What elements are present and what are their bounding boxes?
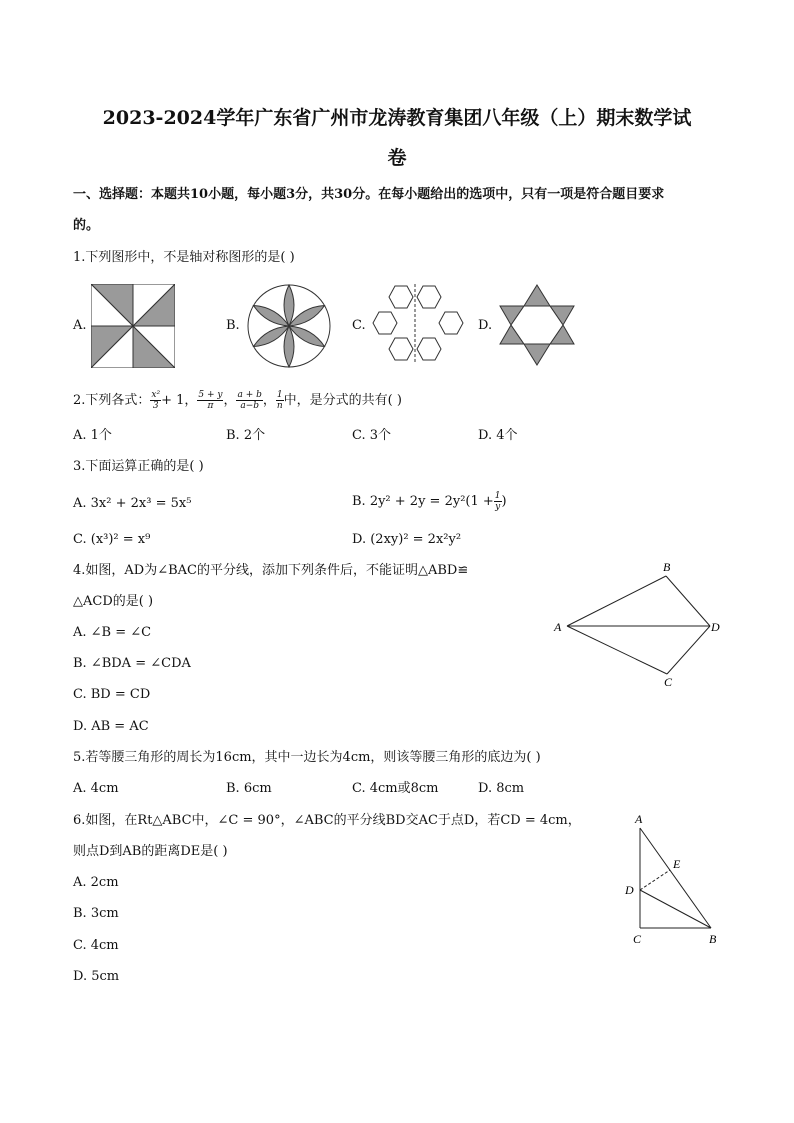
frac-num: a + b: [237, 390, 262, 400]
q2-plus-one: + 1，: [161, 393, 198, 408]
q1-option-a[interactable]: A.: [73, 318, 87, 333]
label-d: D: [711, 620, 720, 634]
frac-den: π: [207, 401, 214, 411]
frac-den: 3: [152, 401, 159, 411]
frac-den: a−b: [240, 401, 260, 411]
q4-option-a[interactable]: A. ∠B = ∠C: [73, 625, 152, 640]
q2-sep: ，: [262, 393, 276, 408]
label-b: B: [709, 932, 717, 946]
q1-option-b[interactable]: B.: [226, 318, 240, 333]
label-a: A: [635, 812, 643, 826]
frac-num: 1: [494, 491, 501, 501]
q4-option-b[interactable]: B. ∠BDA = ∠CDA: [73, 656, 191, 671]
label-d: D: [625, 883, 634, 897]
frac-num: x²: [151, 390, 161, 400]
frac-num: 1: [276, 390, 283, 400]
q2-option-a[interactable]: A. 1个: [73, 428, 112, 443]
q5-option-a[interactable]: A. 4cm: [73, 781, 119, 796]
label-c: C: [633, 932, 642, 946]
q3-option-b-text: B. 2y² + 2y = 2y²(1 +: [352, 494, 494, 509]
section-heading-cont: 的。: [73, 218, 100, 233]
q4-stem-cont: △ACD的是( ): [73, 594, 154, 609]
hexagons-figure: [371, 284, 465, 364]
q2-option-b[interactable]: B. 2个: [226, 428, 266, 443]
q5-option-d[interactable]: D. 8cm: [478, 781, 525, 796]
q3-option-a[interactable]: A. 3x² + 2x³ = 5x⁵: [73, 496, 192, 511]
page-title: 2023-2024学年广东省广州市龙涛教育集团八年级（上）期末数学试: [102, 107, 692, 129]
frac-den: n: [276, 401, 283, 411]
q6-option-a[interactable]: A. 2cm: [73, 875, 119, 890]
right-triangle-figure: [620, 810, 725, 950]
q2-prefix: 2.下列各式：: [73, 393, 151, 408]
q2-stem: [73, 388, 402, 414]
q4-option-d[interactable]: D. AB = AC: [73, 719, 149, 734]
star-of-david-figure: [498, 284, 576, 366]
fraction-ab-over-a-minus-b: [236, 390, 262, 411]
label-c: C: [664, 675, 673, 689]
frac-num: 5 + y: [198, 390, 223, 400]
q5-option-c[interactable]: C. 4cm或8cm: [352, 781, 439, 796]
q5-stem: 5.若等腰三角形的周长为16cm，其中一边长为4cm，则该等腰三角形的底边为( ): [73, 750, 541, 765]
q3-option-b[interactable]: [352, 489, 507, 515]
q1-option-d[interactable]: D.: [478, 318, 493, 333]
q3-option-d[interactable]: D. (2xy)² = 2x²y²: [352, 532, 462, 547]
q2-sep: ，: [223, 393, 237, 408]
label-e: E: [673, 857, 681, 871]
q6-option-b[interactable]: B. 3cm: [73, 906, 119, 921]
section-heading: 一、选择题：本题共10小题，每小题3分，共30分。在每小题给出的选项中，只有一项是符合题目要求: [73, 187, 665, 202]
q4-option-c[interactable]: C. BD = CD: [73, 687, 151, 702]
q2-option-c[interactable]: C. 3个: [352, 428, 392, 443]
flower-circle-figure: [246, 283, 332, 369]
q1-option-c[interactable]: C.: [352, 318, 366, 333]
q2-suffix: 中，是分式的共有( ): [283, 393, 402, 408]
fraction-1-over-n: [276, 390, 284, 411]
pinwheel-figure: [91, 284, 175, 368]
q5-option-b[interactable]: B. 6cm: [226, 781, 272, 796]
frac-den: y: [495, 502, 501, 512]
q6-option-c[interactable]: C. 4cm: [73, 938, 119, 953]
kite-triangle-figure: [550, 558, 730, 690]
q3-option-b-close: ): [501, 494, 507, 509]
q4-stem: 4.如图，AD为∠BAC的平分线，添加下列条件后，不能证明△ABD≌: [73, 563, 469, 578]
q1-stem: 1.下列图形中，不是轴对称图形的是( ): [73, 250, 295, 265]
q3-option-c[interactable]: C. (x³)² = x⁹: [73, 532, 151, 547]
q6-option-d[interactable]: D. 5cm: [73, 969, 120, 984]
page-title-cont: 卷: [387, 147, 407, 169]
q6-stem-cont: 则点D到AB的距离DE是( ): [73, 844, 228, 859]
label-a: A: [554, 620, 562, 634]
label-b: B: [663, 560, 671, 574]
fraction-x2-over-3: [150, 390, 161, 411]
fraction-5y-over-pi: [197, 390, 223, 411]
fraction-1-over-y: [494, 491, 502, 512]
q3-stem: 3.下面运算正确的是( ): [73, 459, 204, 474]
q6-stem: 6.如图，在Rt△ABC中，∠C = 90°，∠ABC的平分线BD交AC于点D，若CD = 4cm，: [73, 813, 581, 828]
q2-option-d[interactable]: D. 4个: [478, 428, 518, 443]
